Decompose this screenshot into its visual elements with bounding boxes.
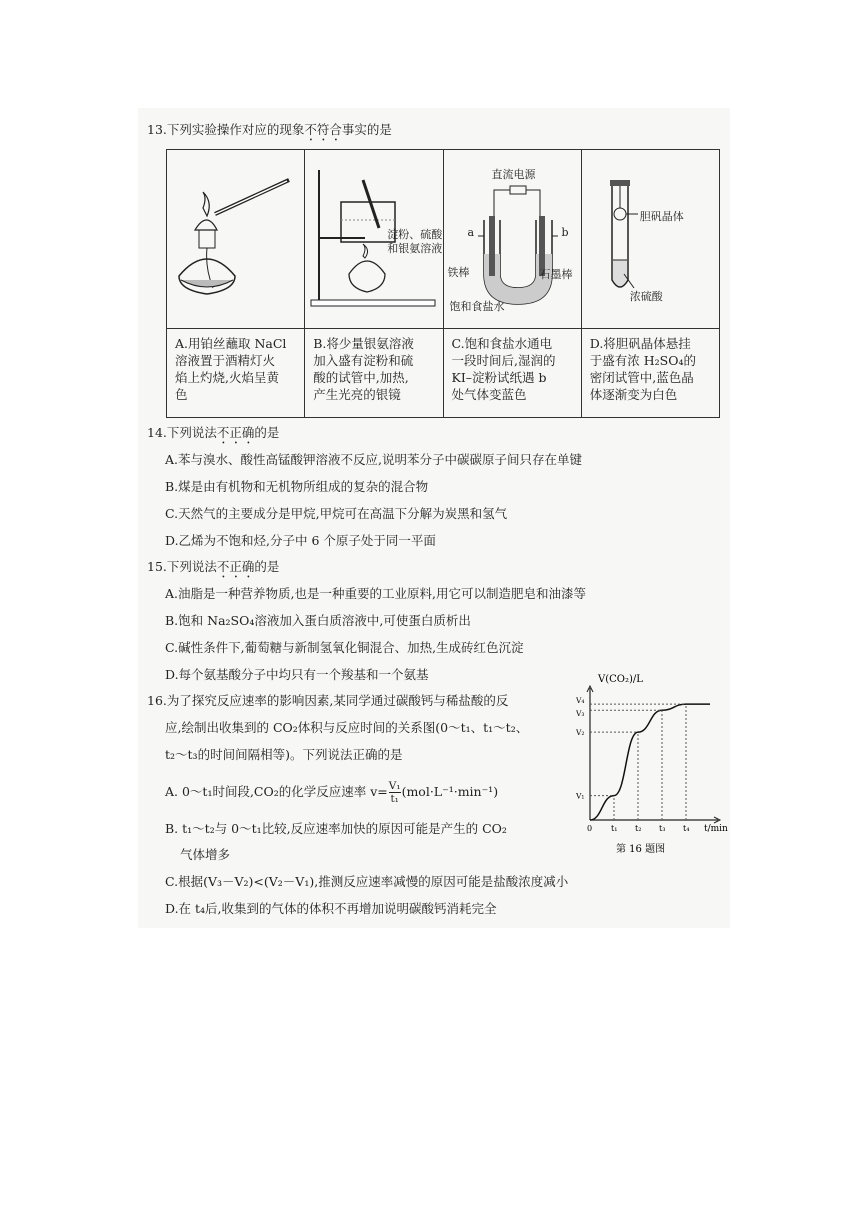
q16-option-b-line-1: B. t₁～t₂与 0～t₁比较,反应速率加快的原因可能是产生的 CO₂ [165, 821, 507, 836]
q14-option-b: B.煤是由有机物和无机物所组成的复杂的混合物 [165, 479, 429, 494]
caption-a-line: 焰上灼烧,火焰呈黄 [175, 370, 279, 385]
q15-option-d: D.每个氨基酸分子中均只有一个羧基和一个氨基 [165, 667, 429, 682]
q13-stem-pre: 13.下列实验操作对应的现象 [147, 122, 305, 137]
fig-b-label-2: 和银氨溶液 [387, 242, 443, 255]
fraction-denominator: t₁ [390, 793, 399, 805]
q16-stem-line-3: t₂～t₃的时间间隔相等)。下列说法正确的是 [165, 747, 403, 762]
q16-option-c: C.根据(V₃－V₂)<(V₂－V₁),推测反应速率减慢的原因可能是盐酸浓度减小 [165, 874, 569, 889]
q15-option-b: B.饱和 Na₂SO₄溶液加入蛋白质溶液中,可使蛋白质析出 [165, 613, 471, 628]
caption-d-line: 于盛有浓 H₂SO₄的 [589, 353, 696, 368]
q16-stem-line-2: 应,绘制出收集到的 CO₂体积与反应时间的关系图(0～t₁、t₁～t₂、 [165, 720, 529, 735]
caption-a-line: 溶液置于酒精灯火 [175, 353, 276, 368]
q14-stem [147, 424, 279, 447]
q14-stem-pre: 14.下列说法 [147, 425, 217, 440]
q13-stem [147, 121, 392, 144]
fig-c-a-label: a [467, 226, 475, 239]
q14-stem-emph: 不正确 [216, 425, 255, 440]
q14-option-c: C.天然气的主要成分是甲烷,甲烷可在高温下分解为炭黑和氢气 [165, 506, 508, 521]
caption-c-line: 一段时间后,湿润的 [451, 353, 556, 368]
chart-y-tick-label: V₁ [576, 791, 585, 801]
chart-y-tick-label: V₂ [576, 728, 585, 738]
q14-stem-post: 的是 [254, 425, 280, 440]
fig-c-cell [443, 150, 581, 329]
q16-chart [568, 668, 728, 858]
chart-series-line [590, 704, 710, 820]
fig-d-cell [581, 150, 719, 329]
q16-option-d: D.在 t₄后,收集到的气体的体积不再增加说明碳酸钙消耗完全 [165, 901, 497, 916]
q16-fraction [389, 780, 401, 805]
caption-b-line: 产生光亮的银镜 [313, 387, 401, 402]
chart-x-axis-label: t/min [704, 824, 728, 834]
fig-d-acid-label: 浓硫酸 [629, 290, 663, 303]
fig-c-bottom-label: 饱和食盐水 [449, 300, 505, 313]
caption-a-line: 色 [175, 387, 188, 402]
chart-y-tick-label: V₃ [576, 709, 585, 719]
caption-b-line: B.将少量银氨溶液 [313, 336, 414, 351]
caption-a [167, 329, 305, 418]
chart-x-tick-label: t₃ [659, 824, 666, 833]
caption-c [443, 329, 581, 418]
fig-a-cell [167, 150, 305, 329]
alcohol-lamp-flame-test-icon [167, 150, 303, 324]
caption-c-line: KI–淀粉试纸遇 b [451, 370, 547, 385]
q16-stem-line-1: 16.为了探究反应速率的影响因素,某同学通过碳酸钙与稀盐酸的反 [147, 693, 509, 708]
volume-time-chart [568, 668, 728, 858]
fig-b-cell [305, 150, 443, 329]
q16-option-a [165, 780, 498, 805]
q14-option-a: A.苯与溴水、酸性高锰酸钾溶液不反应,说明苯分子中碳碳原子间只存在单键 [165, 452, 582, 467]
fig-c-right-label: 石墨棒 [539, 268, 573, 281]
fig-c-b-label: b [561, 226, 569, 239]
fig-c-power-label: 直流电源 [491, 168, 536, 181]
q13-stem-emph: 不符合 [304, 122, 342, 137]
chart-x-tick-label: t₄ [683, 824, 690, 833]
caption-d [581, 329, 719, 418]
q13-table [166, 149, 720, 418]
caption-d-line: 密闭试管中,蓝色晶 [589, 370, 694, 385]
q15-stem-post: 的是 [254, 559, 280, 574]
fraction-numerator: V₁ [388, 780, 401, 792]
q15-option-a: A.油脂是一种营养物质,也是一种重要的工业原料,用它可以制造肥皂和油漆等 [165, 586, 586, 601]
caption-c-line: C.饱和食盐水通电 [451, 336, 553, 351]
chart-caption: 第 16 题图 [616, 844, 666, 855]
fig-d-crystal-label: 胆矾晶体 [639, 210, 684, 223]
fig-c-left-label: 铁棒 [447, 266, 470, 279]
caption-d-line: D.将胆矾晶体悬挂 [589, 336, 691, 351]
caption-d-line: 体逐渐变为白色 [589, 387, 678, 402]
caption-b [305, 329, 443, 418]
chart-x-tick-label: t₂ [635, 824, 642, 833]
q16-option-b-line-2: 气体增多 [180, 847, 231, 862]
caption-b-line: 酸的试管中,加热, [313, 370, 409, 385]
chart-y-tick-label: V₄ [576, 696, 585, 706]
fig-b-label-1: 淀粉、硫酸 [387, 228, 443, 241]
caption-a-line: A.用铂丝蘸取 NaCl [175, 336, 287, 351]
caption-b-line: 加入盛有淀粉和硫 [313, 353, 414, 368]
q14-option-d: D.乙烯为不饱和烃,分子中 6 个原子处于同一平面 [165, 533, 436, 548]
q13-stem-post: 事实的是 [341, 122, 392, 137]
chart-y-axis-label: V(CO₂)/L [598, 674, 643, 685]
q16-option-a-post: (mol·L⁻¹·min⁻¹) [401, 784, 499, 799]
chart-x-tick-label: 0 [587, 824, 593, 833]
q15-stem-emph: 不正确 [216, 559, 255, 574]
chart-x-tick-label: t₁ [611, 824, 618, 833]
caption-c-line: 处气体变蓝色 [451, 387, 527, 402]
q15-stem [147, 558, 279, 581]
q15-option-c: C.碱性条件下,葡萄糖与新制氢氧化铜混合、加热,生成砖红色沉淀 [165, 640, 524, 655]
q16-option-a-pre: A. 0～t₁时间段,CO₂的化学反应速率 v= [165, 784, 388, 799]
q15-stem-pre: 15.下列说法 [147, 559, 217, 574]
